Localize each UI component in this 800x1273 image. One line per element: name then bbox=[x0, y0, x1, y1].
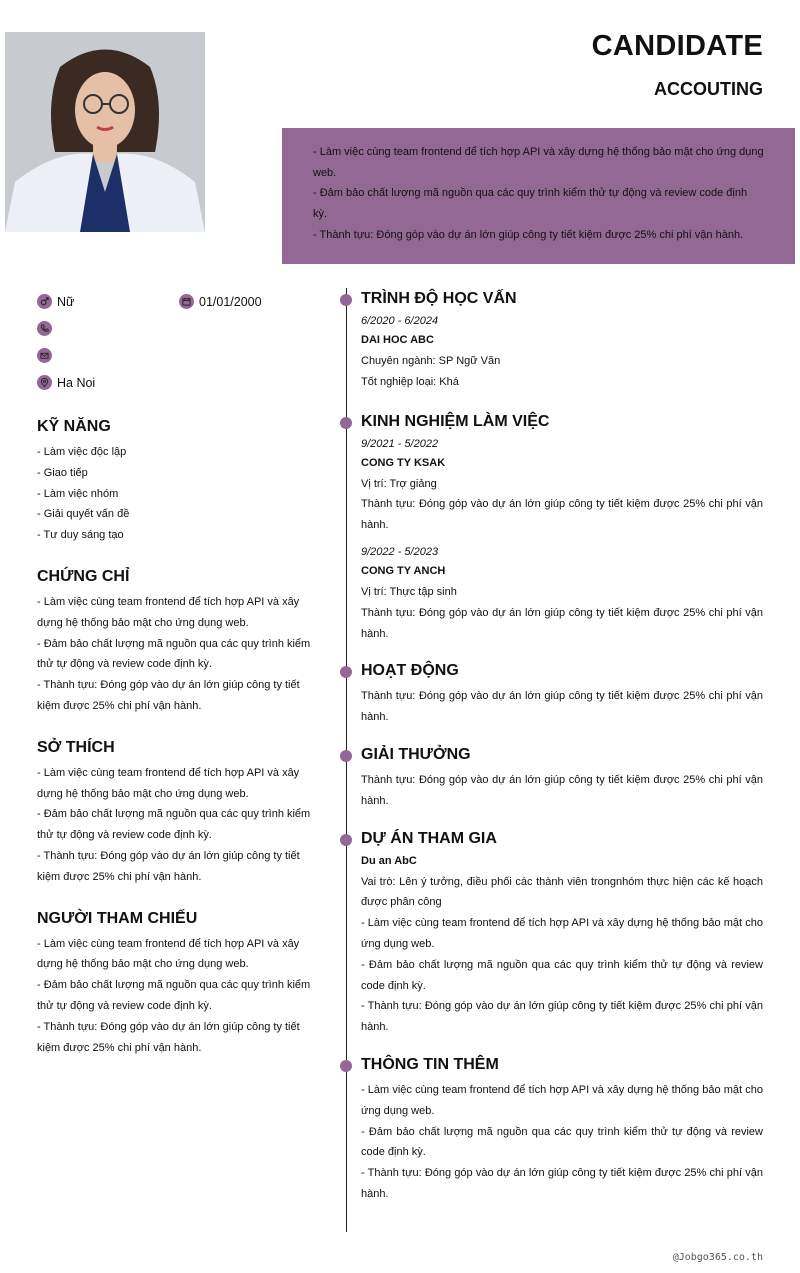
additional-title: THÔNG TIN THÊM bbox=[361, 1055, 499, 1073]
education-grade: Tốt nghiệp loại: Khá bbox=[361, 375, 459, 388]
summary-line: - Làm việc cùng team frontend để tích hợp API và xây dựng hệ thống bảo mật cho ứng dụng web. bbox=[313, 146, 764, 179]
gender-value: Nữ bbox=[57, 294, 75, 309]
phone-icon bbox=[37, 321, 52, 336]
activities-text: Thành tựu: Đóng góp vào dự án lớn giúp công ty tiết kiệm được 25% chi phí vận hành. bbox=[361, 690, 763, 724]
awards-section bbox=[361, 744, 763, 812]
references-list bbox=[37, 934, 317, 1059]
experience-entry bbox=[361, 545, 763, 644]
project-line: - Làm việc cùng team frontend để tích hợp API và xây dựng hệ thống bảo mật cho ứng dụng web. bbox=[361, 917, 763, 950]
education-section bbox=[361, 288, 763, 393]
candidate-name: CANDIDATE bbox=[591, 30, 763, 62]
list-item: - Thành tựu: Đóng góp vào dự án lớn giúp công ty tiết kiệm được 25% chi phí vận hành. bbox=[37, 679, 300, 712]
projects-section bbox=[361, 828, 763, 1038]
contact-row bbox=[37, 342, 317, 369]
awards-title: GIẢI THƯỞNG bbox=[361, 745, 471, 763]
timeline-dot-icon bbox=[340, 417, 352, 429]
birthday-value: 01/01/2000 bbox=[199, 294, 262, 309]
list-item: - Làm việc cùng team frontend để tích hợp API và xây dựng hệ thống bảo mật cho ứng dụng web. bbox=[37, 595, 300, 629]
education-school: DAI HOC ABC bbox=[361, 334, 434, 346]
hobbies-title: SỞ THÍCH bbox=[37, 738, 115, 756]
summary-line: - Thành tựu: Đóng góp vào dự án lớn giúp công ty tiết kiệm được 25% chi phí vận hành. bbox=[313, 228, 744, 241]
email-item bbox=[37, 348, 57, 363]
project-name: Du an AbC bbox=[361, 854, 417, 867]
list-item: - Làm việc cùng team frontend để tích hợp API và xây dựng hệ thống bảo mật cho ứng dụng web. bbox=[37, 937, 300, 971]
candidate-position: ACCOUTING bbox=[654, 79, 763, 99]
list-item: - Làm việc độc lập bbox=[37, 446, 127, 458]
list-item: - Thành tựu: Đóng góp vào dự án lớn giúp công ty tiết kiệm được 25% chi phí vận hành. bbox=[37, 849, 300, 883]
experience-title: KINH NGHIỆM LÀM VIỆC bbox=[361, 412, 550, 430]
activities-section bbox=[361, 660, 763, 728]
calendar-icon bbox=[179, 294, 194, 309]
location-icon bbox=[37, 375, 52, 390]
address-item bbox=[37, 375, 95, 390]
certificates-title: CHỨNG CHỈ bbox=[37, 567, 130, 585]
list-item: - Giải quyết vấn đề bbox=[37, 508, 130, 521]
project-line: Vai trò: Lên ý tưởng, điều phối các thành viên trongnhóm thực hiện các kế hoạch được phân công bbox=[361, 875, 763, 909]
list-item: - Làm việc cùng team frontend để tích hợp API và xây dựng hệ thống bảo mật cho ứng dụng web. bbox=[37, 766, 300, 800]
contact-row bbox=[37, 288, 317, 315]
project-line: - Đảm bảo chất lượng mã nguồn qua các quy trình kiểm thử tự động và review code định kỳ. bbox=[361, 958, 763, 992]
contact-row bbox=[37, 315, 317, 342]
gender-item bbox=[37, 294, 179, 309]
experience-role: Vị trí: Trợ giảng bbox=[361, 477, 437, 490]
projects-title: DỰ ÁN THAM GIA bbox=[361, 829, 497, 847]
experience-date: 9/2022 - 5/2023 bbox=[361, 545, 439, 558]
address-value: Ha Noi bbox=[57, 375, 96, 390]
list-item: - Đảm bảo chất lượng mã nguồn qua các quy trình kiểm thử tự động và review code định kỳ. bbox=[37, 637, 311, 671]
education-title: TRÌNH ĐỘ HỌC VẤN bbox=[361, 290, 517, 307]
skills-list bbox=[37, 442, 317, 546]
activities-title: HOẠT ĐỘNG bbox=[361, 662, 459, 680]
additional-line: - Thành tựu: Đóng góp vào dự án lớn giúp công ty tiết kiệm được 25% chi phí vận hành. bbox=[361, 1167, 763, 1200]
list-item: - Đảm bảo chất lượng mã nguồn qua các quy trình kiểm thử tự động và review code định kỳ. bbox=[37, 979, 311, 1012]
project-line: - Thành tựu: Đóng góp vào dự án lớn giúp công ty tiết kiệm được 25% chi phí vận hành. bbox=[361, 1000, 763, 1034]
experience-role: Vị trí: Thực tập sinh bbox=[361, 585, 457, 598]
contact-row bbox=[37, 369, 317, 396]
education-date: 6/2020 - 6/2024 bbox=[361, 315, 439, 327]
watermark: @Jobgo365.co.th bbox=[672, 1252, 763, 1263]
timeline-dot-icon bbox=[340, 1060, 352, 1072]
timeline-dot-icon bbox=[340, 666, 352, 678]
experience-achievement: Thành tựu: Đóng góp vào dự án lớn giúp công ty tiết kiệm được 25% chi phí vận hành. bbox=[361, 498, 763, 532]
additional-section bbox=[361, 1054, 763, 1205]
profile-photo bbox=[5, 32, 205, 232]
list-item: - Đảm bảo chất lượng mã nguồn qua các quy trình kiểm thử tự động và review code định kỳ. bbox=[37, 808, 311, 842]
gender-icon bbox=[37, 294, 52, 309]
timeline-dot-icon bbox=[340, 834, 352, 846]
experience-entry bbox=[361, 437, 763, 536]
education-major: Chuyên ngành: SP Ngữ Văn bbox=[361, 355, 501, 367]
experience-company: CONG TY ANCH bbox=[361, 564, 446, 577]
skills-title: KỸ NĂNG bbox=[37, 418, 111, 435]
experience-achievement: Thành tựu: Đóng góp vào dự án lớn giúp công ty tiết kiệm được 25% chi phí vận hành. bbox=[361, 606, 763, 640]
list-item: - Giao tiếp bbox=[37, 466, 88, 479]
left-column bbox=[37, 288, 317, 1058]
hobbies-list bbox=[37, 763, 317, 888]
timeline-dot-icon bbox=[340, 294, 352, 306]
references-title: NGƯỜI THAM CHIẾU bbox=[37, 909, 198, 927]
additional-line: - Đảm bảo chất lượng mã nguồn qua các quy trình kiểm thử tự động và review code định kỳ. bbox=[361, 1125, 763, 1159]
awards-text: Thành tựu: Đóng góp vào dự án lớn giúp công ty tiết kiệm được 25% chi phí vận hành. bbox=[361, 773, 763, 807]
list-item: - Làm việc nhóm bbox=[37, 487, 119, 500]
phone-item bbox=[37, 321, 57, 336]
timeline-dot-icon bbox=[340, 750, 352, 762]
experience-section bbox=[361, 411, 763, 645]
certificates-list bbox=[37, 592, 317, 717]
experience-company: CONG TY KSAK bbox=[361, 456, 446, 469]
list-item: - Tư duy sáng tạo bbox=[37, 529, 124, 542]
summary-box bbox=[282, 128, 795, 264]
right-column bbox=[361, 288, 763, 1205]
experience-date: 9/2021 - 5/2022 bbox=[361, 437, 439, 450]
additional-line: - Làm việc cùng team frontend để tích hợp API và xây dựng hệ thống bảo mật cho ứng dụng web. bbox=[361, 1083, 763, 1117]
portrait-icon bbox=[5, 32, 205, 232]
birthday-item bbox=[179, 294, 262, 309]
list-item: - Thành tựu: Đóng góp vào dự án lớn giúp công ty tiết kiệm được 25% chi phí vận hành. bbox=[37, 1020, 300, 1054]
summary-line: - Đảm bảo chất lượng mã nguồn qua các quy trình kiểm thử tự động và review code định kỳ. bbox=[313, 187, 748, 221]
mail-icon bbox=[37, 348, 52, 363]
